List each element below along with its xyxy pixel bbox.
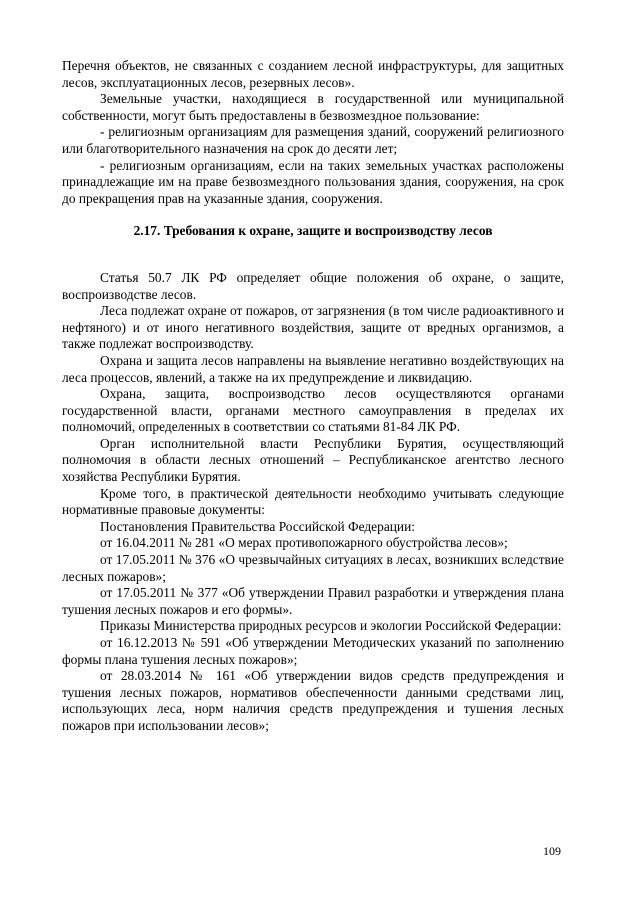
paragraph-bottom-8: от 17.05.2011 № 376 «О чрезвычайных ситуациях в лесах, возникших вследствие лесных пожаров»; xyxy=(62,552,564,584)
paragraph-top-1: Земельные участки, находящиеся в государственной или муниципальной собственности, могут быть предоставлены в безвозмездное пользование: xyxy=(62,91,564,123)
paragraph-bottom-3: Охрана, защита, воспроизводство лесов осуществляются органами государственной власти, органами местного самоуправления в пределах их полномочий, определенных в соответствии со статьями 81-84 ЛК РФ. xyxy=(62,386,564,435)
bottom-paragraphs xyxy=(62,270,564,735)
paragraph-top-2: - религиозным организациям для размещения зданий, сооружений религиозного или благотворительного назначения на срок до десяти лет; xyxy=(62,124,564,156)
paragraph-bottom-11: от 16.12.2013 № 591 «Об утверждении Методических указаний по заполнению формы плана тушения лесных пожаров»; xyxy=(62,635,564,667)
paragraph-top-3: - религиозным организациям, если на таких земельных участках расположены принадлежащие им на праве безвозмездного пользования здания, сооружения, на срок до прекращения прав на указанные здания, сооружения. xyxy=(62,157,564,206)
paragraph-bottom-6: Постановления Правительства Российской Федерации: xyxy=(100,518,415,534)
paragraph-bottom-9: от 17.05.2011 № 377 «Об утверждении Правил разработки и утверждения плана тушения лесных пожаров и его формы». xyxy=(62,585,564,617)
paragraph-bottom-2: Охрана и защита лесов направлены на выявление негативно воздействующих на леса процессов, явлений, а также на их предупреждение и ликвидацию. xyxy=(62,352,564,385)
paragraph-bottom-7: от 16.04.2011 № 281 «О мерах противопожарного обустройства лесов»; xyxy=(100,535,508,551)
paragraph-bottom-10: Приказы Министерства природных ресурсов и экологии Российской Федерации: xyxy=(100,618,562,634)
paragraph-bottom-0: Статья 50.7 ЛК РФ определяет общие положения об охране, о защите, воспроизводстве лесов. xyxy=(62,269,564,302)
document-page xyxy=(62,58,564,735)
section-heading: 2.17. Требования к охране, защите и воспроизводству лесов xyxy=(133,223,493,239)
paragraph-bottom-1: Леса подлежат охране от пожаров, от загрязнения (в том числе радиоактивного и нефтяного) и от иного негативного воздействия, защите от вредных организмов, а также подлежат воспроизводству. xyxy=(62,303,564,352)
paragraph-top-0: Перечня объектов, не связанных с созданием лесной инфраструктуры, для защитных лесов, эксплуатационных лесов, резервных лесов». xyxy=(62,58,564,90)
paragraph-bottom-4: Орган исполнительной власти Республики Бурятия, осуществляющий полномочия в области лесных отношений – Республиканское агентство лесного хозяйства Республики Бурятия. xyxy=(62,435,564,485)
page-number: 109 xyxy=(543,844,561,858)
top-paragraphs xyxy=(62,58,564,207)
paragraph-bottom-5: Кроме того, в практической деятельности необходимо учитывать следующие нормативные правовые документы: xyxy=(62,485,564,518)
paragraph-bottom-12: от 28.03.2014 № 161 «Об утверждении видов средств предупреждения и тушения лесных пожаров, нормативов обеспеченности данными средствами лиц, использующих леса, норм наличия средств предупреждения и тушения лесных пожаров при использовании лесов»; xyxy=(62,668,564,733)
